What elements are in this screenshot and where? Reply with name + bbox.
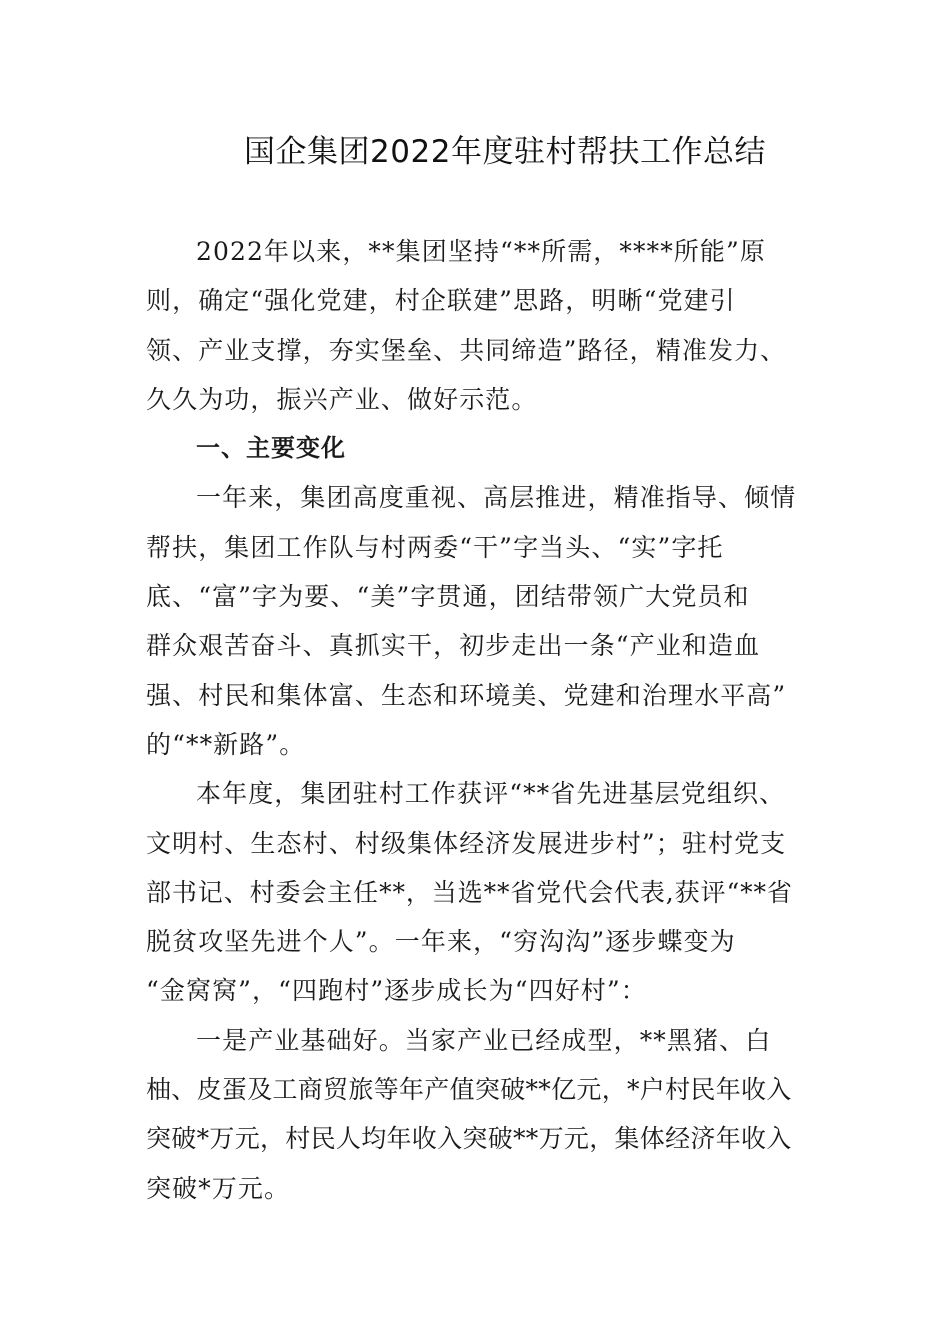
text-line: 久久为功，振兴产业、做好示范。 [146,384,538,414]
document-title: 国企集团2022年度驻村帮扶工作总结 [244,134,766,170]
text-line: 柚、皮蛋及工商贸旅等年产值突破**亿元，*户村民年收入 [146,1075,792,1105]
text-line: 领、产业支撑，夯实堡垒、共同缔造”路径，精准发力、 [146,335,787,365]
text-line: 群众艰苦奋斗、真抓实干，初步走出一条“产业和造血 [146,631,761,661]
body-paragraph [146,769,796,1015]
text-line: 2022年以来，**集团坚持“**所需，****所能”原 [196,237,766,266]
text-line: 强、村民和集体富、生态和环境美、党建和治理水平高” [146,680,787,710]
text-line: 底、“富”字为要、“美”字贯通，团结带领广大党员和 [146,582,750,612]
intro-paragraph [146,227,796,424]
text-line: 帮扶，集团工作队与村两委“干”字当头、“实”字托 [146,532,724,562]
text-line: 一年来，集团高度重视、高层推进，精准指导、倾情 [196,483,797,513]
text-line: 部书记、村委会主任**，当选**省党代会代表,获评“**省 [146,877,793,907]
text-line: “金窝窝”，“四跑村”逐步成长为“四好村”： [146,976,647,1006]
text-line: 则，确定“强化党建，村企联建”思路，明晰“党建引 [146,286,736,316]
text-line: 的“**新路”。 [146,729,306,759]
text-line: 脱贫攻坚先进个人”。一年来，“穷沟沟”逐步蝶变为 [146,927,736,957]
document-body [146,227,796,1213]
text-line: 本年度，集团驻村工作获评“**省先进基层党组织、 [196,779,786,809]
text-line: 突破*万元，村民人均年收入突破**万元，集体经济年收入 [146,1124,792,1154]
text-line: 文明村、生态村、村级集体经济发展进步村”；驻村党支 [146,828,787,858]
text-line: 突破*万元。 [146,1173,291,1203]
body-paragraph [146,1016,796,1213]
body-paragraph [146,473,796,769]
section-heading: 一、主要变化 [196,434,346,463]
text-line: 一是产业基础好。当家产业已经成型，**黑猪、白 [196,1025,772,1055]
